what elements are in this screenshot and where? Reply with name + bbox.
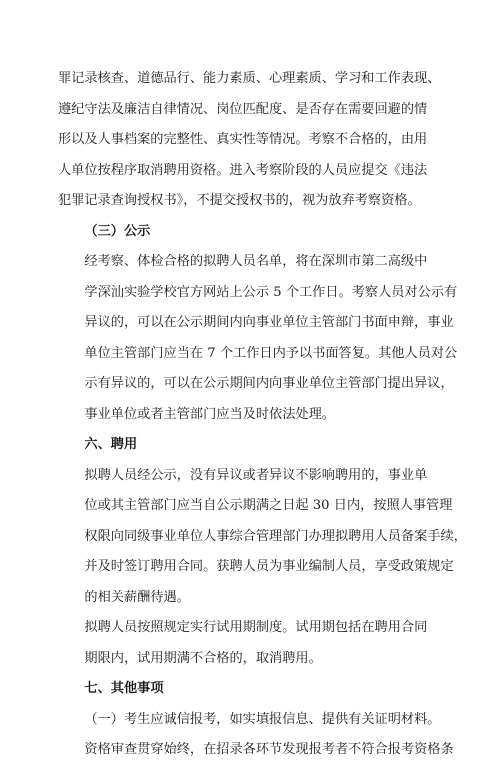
text-line: 单位主管部门应当在 7 个工作日内予以书面答复。其他人员对公 xyxy=(84,345,458,361)
text-line: 学深汕实验学校官方网站上公示 5 个工作日。考察人员对公示有 xyxy=(84,284,458,300)
document-body xyxy=(58,64,467,766)
text-line: 位或其主管部门应当自公示期满之日起 30 日内，按照人事管理 xyxy=(84,498,453,513)
text-line: 期限内，试用期满不合格的，取消聘用。 xyxy=(84,650,322,666)
text-line: 并及时签订聘用合同。获聘人员为事业编制人员，享受政策规定 xyxy=(84,559,454,574)
section-heading: （三）公示 xyxy=(84,223,151,239)
body-paragraph xyxy=(58,247,458,430)
text-line: 异议的，可以在公示期间内向事业单位主管部门书面申辩，事业 xyxy=(84,315,454,330)
body-paragraph xyxy=(58,613,442,674)
text-line: 人单位按程序取消聘用资格。进入考察阶段的人员应提交《违法 xyxy=(58,162,428,178)
text-line: 示有异议的，可以在公示期间内向事业单位主管部门提出异议， xyxy=(84,376,454,391)
body-paragraph xyxy=(58,64,442,217)
text-line: 权限向同级事业单位人事综合管理部门办理拟聘用人员备案手续， xyxy=(84,528,467,544)
text-line: 遵纪守法及廉洁自律情况、岗位匹配度、是否存在需要回避的情 xyxy=(58,101,428,117)
body-paragraph xyxy=(58,705,454,766)
text-line: 形以及人事档案的完整性、真实性等情况。考察不合格的，由用 xyxy=(58,132,428,147)
text-line: 经考察、体检合格的拟聘人员名单，将在深圳市第二高级中 xyxy=(84,254,428,269)
text-line: 拟聘人员按照规定实行试用期制度。试用期包括在聘用合同 xyxy=(84,620,428,635)
body-paragraph xyxy=(58,461,467,614)
text-line: 拟聘人员经公示，没有异议或者异议不影响聘用的，事业单 xyxy=(84,467,428,483)
text-line: 事业单位或者主管部门应当及时依法处理。 xyxy=(84,406,335,422)
text-line: 罪记录核查、道德品行、能力素质、心理素质、学习和工作表现、 xyxy=(58,71,441,86)
section-heading: 七、其他事项 xyxy=(84,681,164,696)
section-heading: 六、聘用 xyxy=(84,437,138,452)
text-line: （一）考生应诚信报考，如实填报信息、提供有关证明材料。 xyxy=(84,711,441,727)
text-line: 的相关薪酬待遇。 xyxy=(84,589,190,605)
text-line: 资格审查贯穿始终，在招录各环节发现报考者不符合报考资格条 xyxy=(84,742,454,757)
text-line: 犯罪记录查询授权书》，不提交授权书的，视为放弃考察资格。 xyxy=(58,193,421,208)
